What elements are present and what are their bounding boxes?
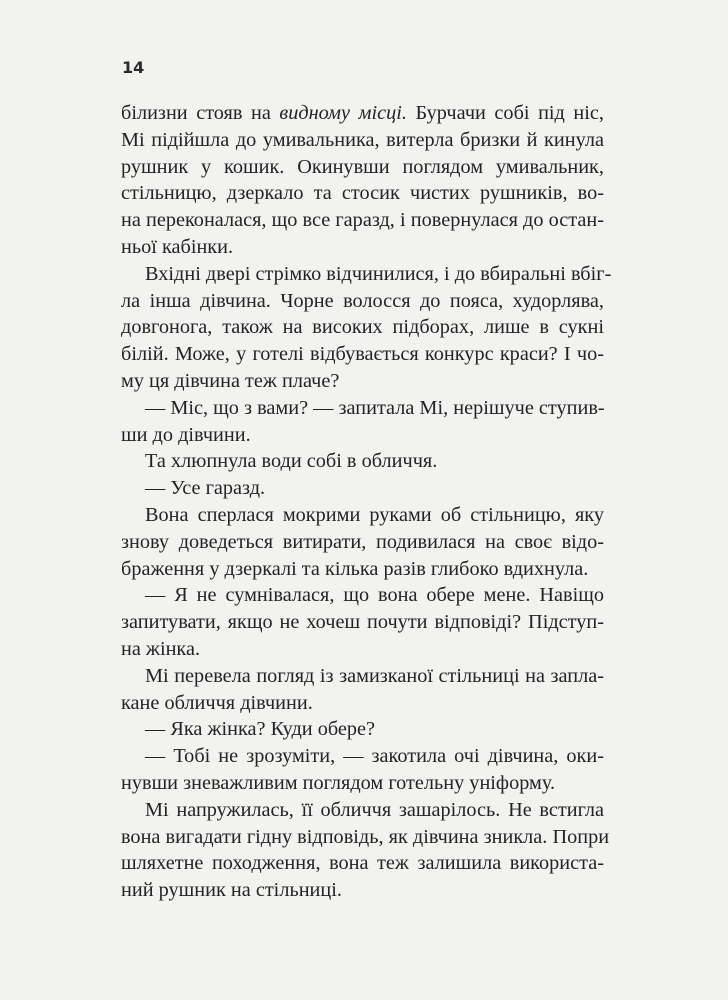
text-run: му ця дівчина теж плаче? [121,369,340,392]
text-line [121,877,604,904]
paragraph-11 [121,797,610,904]
text-line [121,314,604,341]
text-run: рушник у кошик. Окинувши поглядом умивальник, [121,155,604,178]
text-run: Та хлюпнула води собі в обличчя. [145,450,438,473]
text-line [121,770,604,797]
text-run: кане обличчя дівчини. [121,691,313,714]
paragraph-5 [121,475,604,502]
text-line [121,127,604,154]
paragraph-2 [121,261,612,395]
text-run: білій. Може, у готелі відбувається конкурс краси? І чо- [121,343,604,366]
text-line [121,556,604,583]
text-run: ла інша дівчина. Чорне волосся до пояса, худорлява, [121,289,604,312]
text-run: Бурчачи собі під ніс, [406,102,604,124]
text-line [121,395,604,422]
paragraph-9 [121,716,604,743]
text-line [121,100,604,127]
text-run: білизни стояв на [121,102,280,124]
text-run: шляхетне походження, вона теж залишила використа- [121,852,604,875]
text-line [121,850,604,877]
paragraph-10 [121,743,604,797]
paragraph-8 [121,663,604,717]
body-text [121,100,612,904]
text-line [121,609,604,636]
text-line [121,529,604,556]
text-line [121,261,612,288]
text-run: нувши зневажливим поглядом готельну уніформу. [121,771,556,794]
text-run: ньої кабінки. [121,235,234,258]
paragraph-6 [121,502,604,582]
text-run: — Я не сумнівалася, що вона обере мене. Навіщо [145,584,604,607]
text-run: — Усе гаразд. [145,477,266,500]
text-run: Мі підійшла до умивальника, витерла бризки й кинула [121,128,604,151]
text-line [121,636,604,663]
text-run: Мі перевела погляд із замизканої стільниці на запла- [145,664,604,687]
paragraph-7 [121,582,604,662]
text-line [121,234,604,261]
text-run: на жінка. [121,637,201,660]
text-line [121,690,604,717]
text-run: — Яка жінка? Куди обере? [145,718,376,741]
text-line [121,368,604,395]
text-line [121,154,604,181]
text-line [121,448,604,475]
text-run: ний рушник на стільниці. [121,879,342,902]
text-line [121,716,604,743]
text-line [121,502,604,529]
text-line [121,207,604,234]
text-run: — Міс, що з вами? — запитала Мі, нерішуче ступив- [145,396,605,419]
text-line [121,422,604,449]
text-run: вона вигадати гідну відповідь, як дівчина зникла. Попри [121,825,610,848]
text-line [121,288,604,315]
text-run: браження у дзеркалі та кілька разів глибоко вдихнула. [121,557,589,580]
text-line [121,341,604,368]
paragraph-4 [121,448,604,475]
text-line [121,663,604,690]
text-run: ши до дівчини. [121,423,251,446]
text-line [121,743,604,770]
text-run: Мі напружилась, її обличчя зашарілось. Не встигла [145,798,604,821]
text-run: на переконалася, що все гаразд, і повернулася до остан- [121,209,604,232]
text-run: Вхідні двері стрімко відчинилися, і до вбиральні вбіг- [145,262,612,285]
text-run: Вона сперлася мокрими руками об стільницю, яку [145,503,604,526]
paragraph-1 [121,100,604,261]
emphasis-text: видному місці. [279,102,407,124]
text-run: довгонога, також на високих підборах, лише в сукні [121,316,604,339]
text-line [121,582,604,609]
paragraph-3 [121,395,604,449]
text-line [121,824,610,851]
text-line [121,475,604,502]
text-line [121,797,604,824]
text-run: стільницю, дзеркало та стосик чистих рушників, во- [121,182,604,205]
text-run: запитувати, якщо не хочеш почути відповіді? Підступ- [121,611,604,634]
text-run: — Тобі не зрозуміти, — закотила очі дівчина, оки- [145,745,604,768]
text-run: знову доведеться витирати, подивилася на своє відо- [121,530,604,553]
text-line [121,180,604,207]
page-number: 14 [122,58,145,77]
